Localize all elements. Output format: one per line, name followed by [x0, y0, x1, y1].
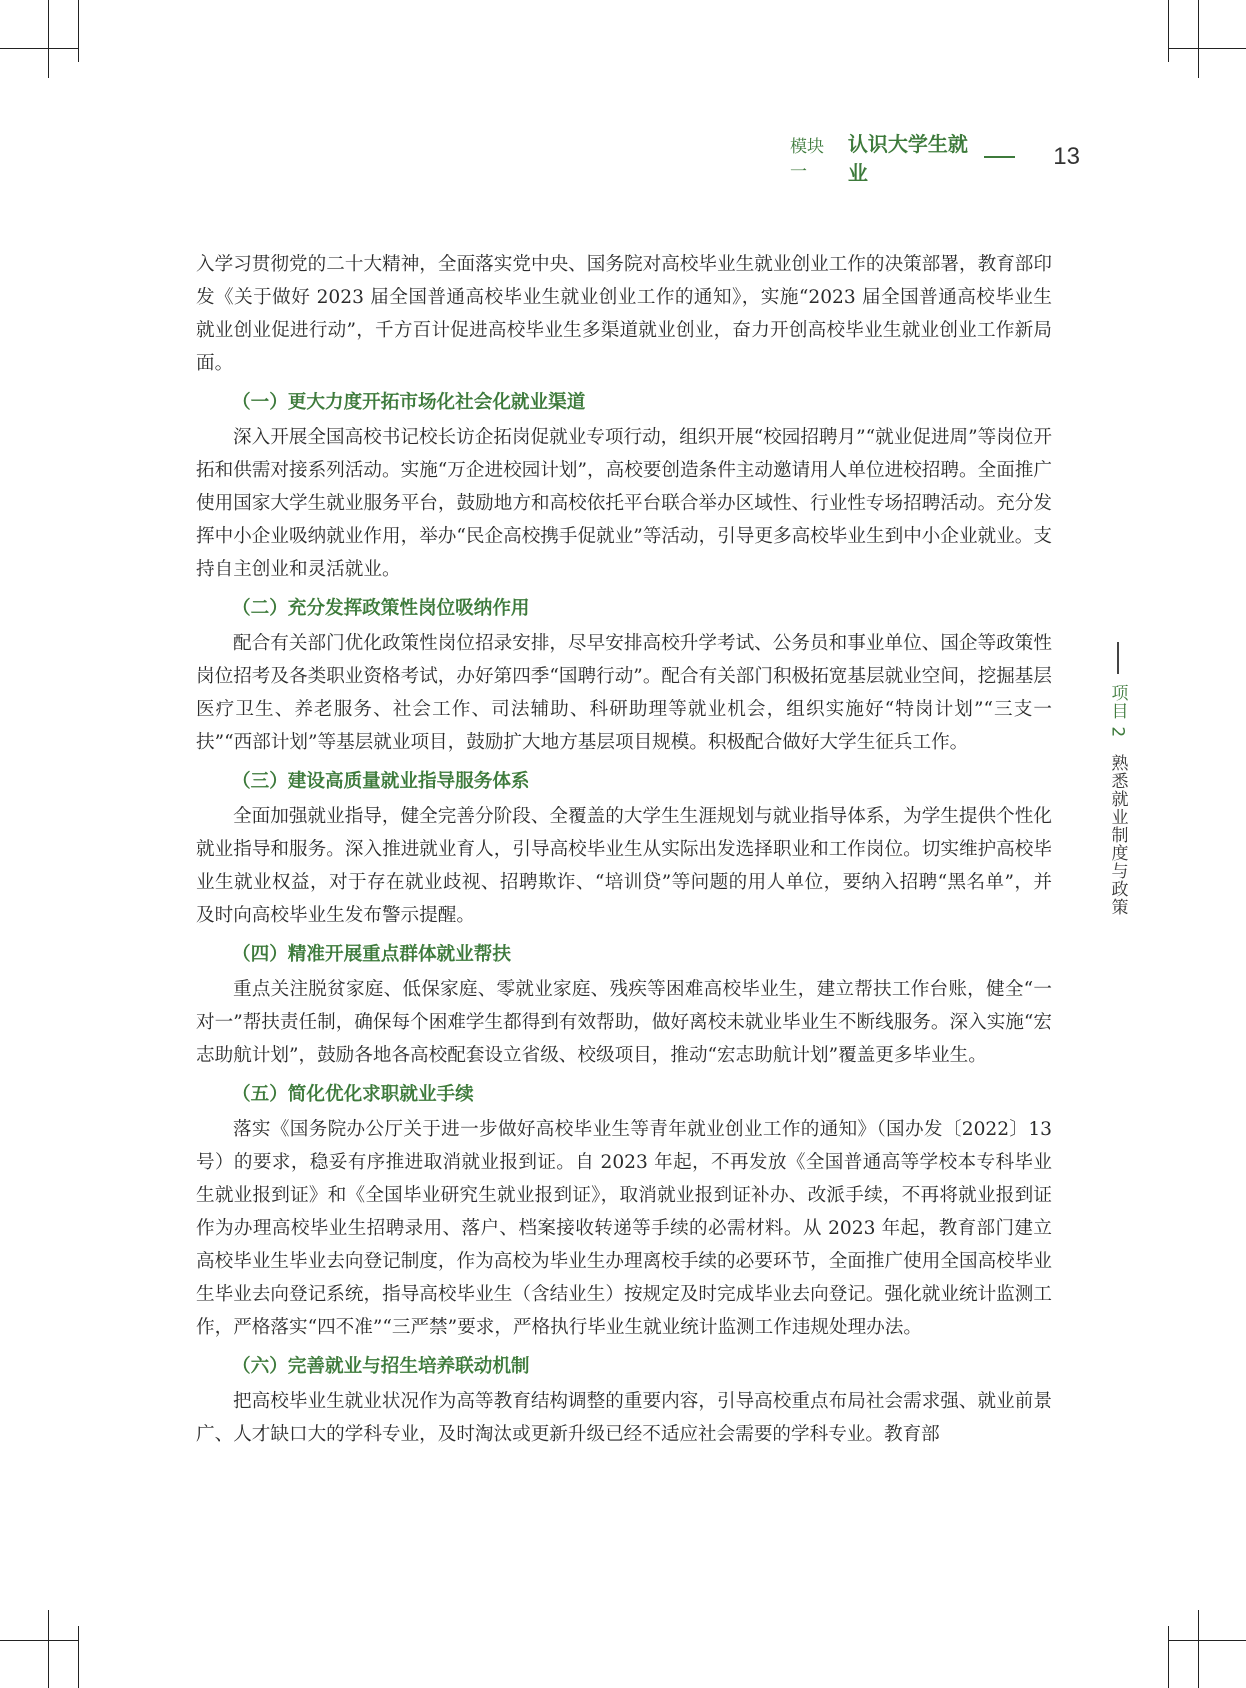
chapter-title: 认识大学生就业 [847, 132, 968, 185]
crop-mark-br-h [1168, 1640, 1246, 1641]
crop-mark-br-v [1168, 1626, 1169, 1688]
crop-mark-tr-v2 [1198, 0, 1199, 78]
section-heading: （一）更大力度开拓市场化社会化就业渠道 [232, 392, 586, 413]
module-label: 模块一 [790, 137, 824, 182]
crop-mark-tr-h [1168, 48, 1246, 49]
crop-mark-bl-h [0, 1640, 78, 1641]
crop-mark-br-v2 [1198, 1610, 1199, 1688]
section-heading: （四）精准开展重点群体就业帮扶 [232, 944, 511, 965]
side-tab-project: 项目 2 [1107, 684, 1128, 739]
section-heading: （五）简化优化求职就业手续 [232, 1084, 474, 1105]
side-tab-rule [1117, 642, 1119, 674]
side-tab-title: 熟悉就业制度与政策 [1107, 754, 1128, 917]
crop-mark-tl-v [48, 0, 49, 78]
side-tab [1103, 642, 1133, 916]
crop-mark-tl-v2 [78, 0, 79, 62]
section-paragraph: 重点关注脱贫家庭、低保家庭、零就业家庭、残疾等困难高校毕业生，建立帮扶工作台账，健全“一对一”帮扶责任制，确保每个困难学生都得到有效帮助，做好离校未就业毕业生不断线服务。深入实施“宏志助航计划”，鼓励各地各高校配套设立省级、校级项目，推动“宏志助航计划”覆盖更多毕业生。 [196, 979, 1052, 1066]
crop-mark-bl-v2 [78, 1626, 79, 1688]
section-paragraph: 配合有关部门优化政策性岗位招录安排，尽早安排高校升学考试、公务员和事业单位、国企等政策性岗位招考及各类职业资格考试，办好第四季“国聘行动”。配合有关部门积极拓宽基层就业空间，挖掘基层医疗卫生、养老服务、社会工作、司法辅助、科研助理等就业机会，组织实施好“特岗计划”“三支一扶”“西部计划”等基层就业项目，鼓励扩大地方基层项目规模。积极配合做好大学生征兵工作。 [196, 633, 1052, 753]
section-paragraph: 落实《国务院办公厅关于进一步做好高校毕业生等青年就业创业工作的通知》（国办发〔2022〕13 号）的要求，稳妥有序推进取消就业报到证。自 2023 年起，不再发放《全国普通高等学校本专科毕业生就业报到证》和《全国毕业研究生就业报到证》，取消就业报到证补办、改派手续，不再将就业报到证作为办理高校毕业生招聘录用、落户、档案接收转递等手续的必需材料。从 2023 年起，教育部门建立高校毕业生毕业去向登记制度，作为高校为毕业生办理离校手续的必要环节，全面推广使用全国高校毕业生毕业去向登记系统，指导高校毕业生（含结业生）按规定及时完成毕业去向登记。强化就业统计监测工作，严格落实“四不准”“三严禁”要求，严格执行毕业生就业统计监测工作违规处理办法。 [196, 1119, 1052, 1338]
section-heading: （六）完善就业与招生培养联动机制 [232, 1356, 530, 1377]
intro-paragraph: 入学习贯彻党的二十大精神，全面落实党中央、国务院对高校毕业生就业创业工作的决策部署，教育部印发《关于做好 2023 届全国普通高校毕业生就业创业工作的通知》，实施“2023 届全国普通高校毕业生就业创业促进行动”，千方百计促进高校毕业生多渠道就业创业，奋力开创高校毕业生就业创业工作新局面。 [196, 254, 1052, 374]
crop-mark-tl-h [0, 48, 78, 49]
crop-mark-bl-v [48, 1610, 49, 1688]
page-body [196, 248, 1052, 1451]
crop-mark-tr-v [1168, 0, 1169, 62]
header-rule [984, 156, 1015, 158]
running-header [790, 132, 1080, 185]
section-heading: （三）建设高质量就业指导服务体系 [232, 771, 530, 792]
section-paragraph: 把高校毕业生就业状况作为高等教育结构调整的重要内容，引导高校重点布局社会需求强、就业前景广、人才缺口大的学科专业，及时淘汰或更新升级已经不适应社会需要的学科专业。教育部 [196, 1391, 1052, 1445]
section-heading: （二）充分发挥政策性岗位吸纳作用 [232, 598, 530, 619]
section-paragraph: 全面加强就业指导，健全完善分阶段、全覆盖的大学生生涯规划与就业指导体系，为学生提供个性化就业指导和服务。深入推进就业育人，引导高校毕业生从实际出发选择职业和工作岗位。切实维护高校毕业生就业权益，对于存在就业歧视、招聘欺诈、“培训贷”等问题的用人单位，要纳入招聘“黑名单”，并及时向高校毕业生发布警示提醒。 [196, 806, 1052, 926]
page-number: 13 [1053, 143, 1080, 170]
section-paragraph: 深入开展全国高校书记校长访企拓岗促就业专项行动，组织开展“校园招聘月”“就业促进周”等岗位开拓和供需对接系列活动。实施“万企进校园计划”，高校要创造条件主动邀请用人单位进校招聘。全面推广使用国家大学生就业服务平台，鼓励地方和高校依托平台联合举办区域性、行业性专场招聘活动。充分发挥中小企业吸纳就业作用，举办“民企高校携手促就业”等活动，引导更多高校毕业生到中小企业就业。支持自主创业和灵活就业。 [196, 427, 1052, 580]
